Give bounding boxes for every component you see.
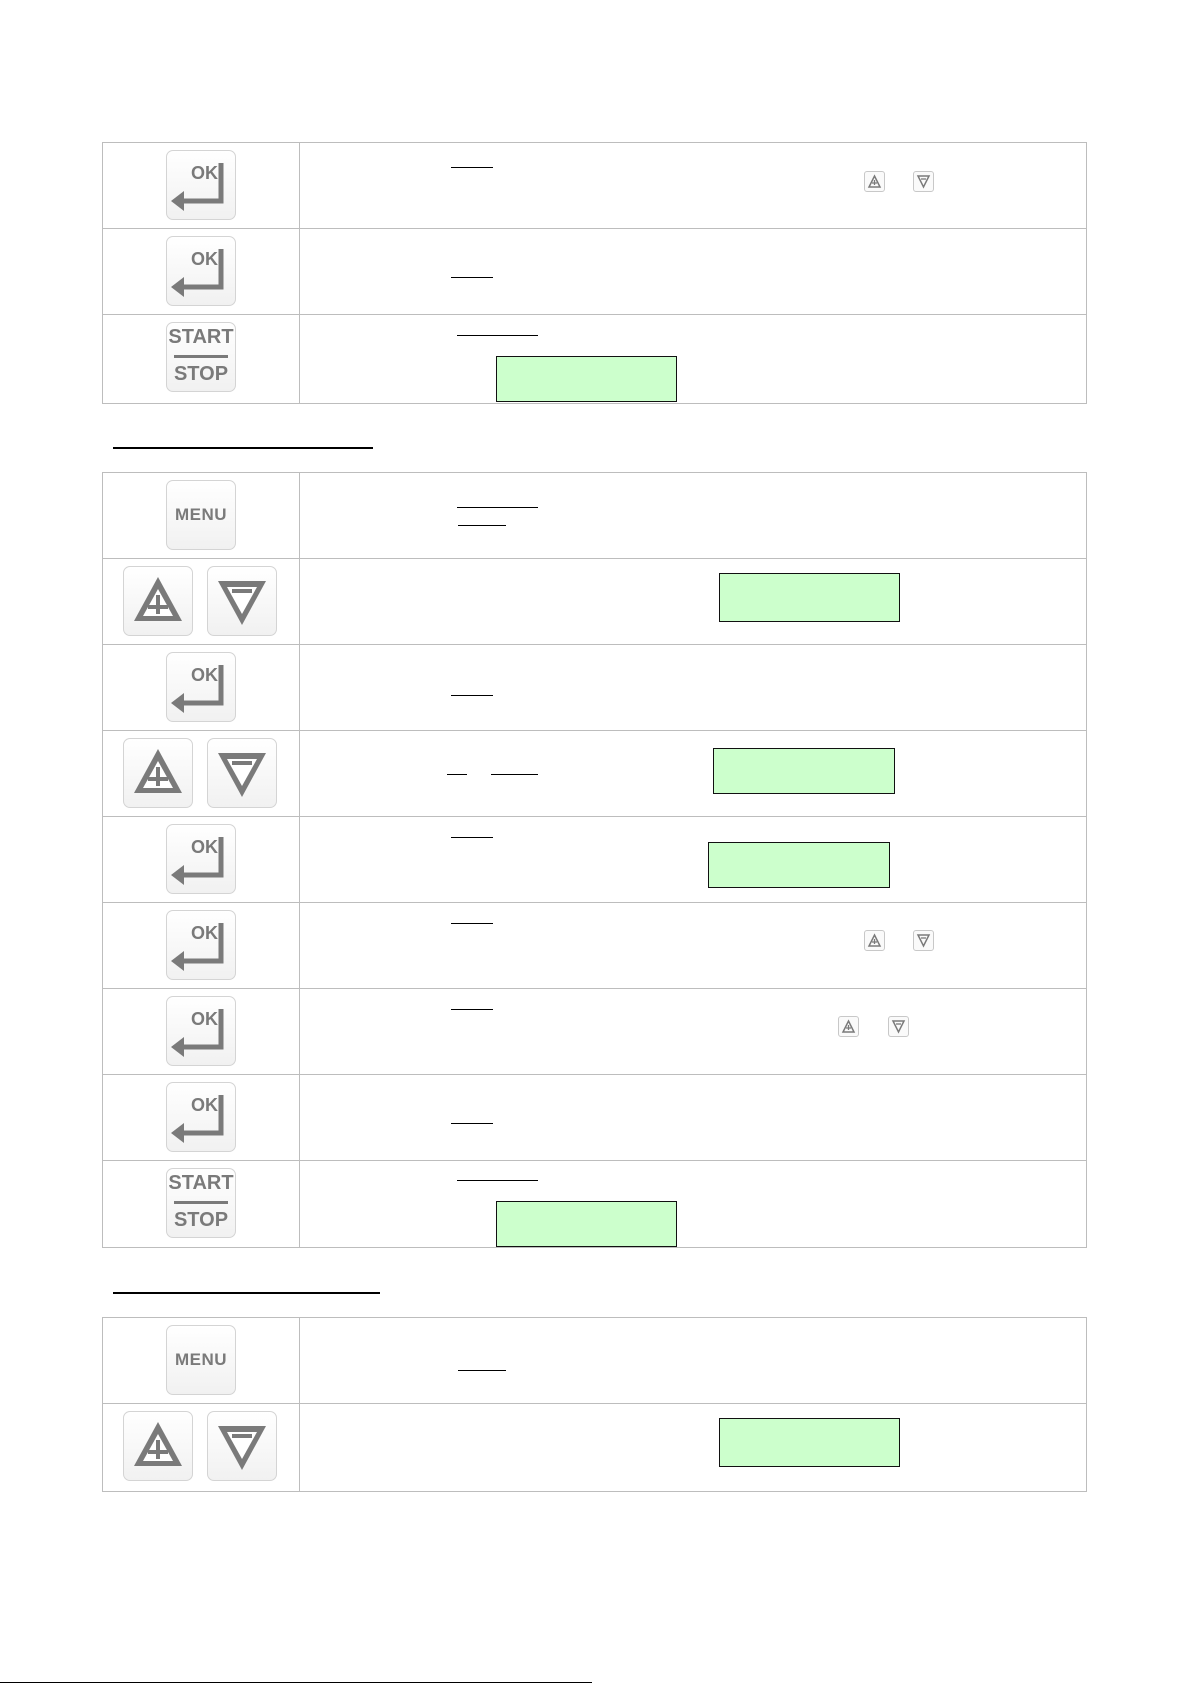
- enter-arrow-icon: [167, 151, 235, 219]
- ok-key-label: OK: [191, 837, 218, 857]
- key-cell: [103, 1318, 300, 1403]
- step-text-cell: [301, 645, 1086, 730]
- menu-key-label: MENU: [174, 1350, 228, 1369]
- down-key: [207, 566, 277, 636]
- ok-key-label: OK: [191, 249, 218, 269]
- ok-key-label: OK: [191, 665, 218, 685]
- key-cell: [103, 143, 300, 228]
- ok-key-label: OK: [191, 923, 218, 943]
- mini-up-icon: [864, 171, 885, 192]
- underlined-keyword: [451, 1009, 493, 1010]
- step-row: [103, 229, 1086, 315]
- enter-arrow-icon: [167, 1083, 235, 1151]
- step-row: [103, 989, 1086, 1075]
- lcd-display: [719, 1418, 900, 1467]
- step-row: [103, 1075, 1086, 1161]
- ok-key-label: OK: [191, 163, 218, 183]
- up-key: [123, 738, 193, 808]
- step-row: [103, 903, 1086, 989]
- start-stop-divider: [174, 355, 228, 358]
- step-row: [103, 1404, 1086, 1491]
- underlined-keyword: [451, 1123, 493, 1124]
- underlined-keyword: [451, 695, 493, 696]
- step-text-cell: [301, 903, 1086, 988]
- step-row: [103, 817, 1086, 903]
- start-stop-key: [166, 1168, 236, 1238]
- start-label: START: [168, 326, 234, 348]
- underlined-keyword: [457, 1180, 538, 1181]
- underlined-keyword: [491, 774, 538, 775]
- underlined-keyword: [451, 167, 493, 168]
- step-text-cell: [301, 1404, 1086, 1491]
- step-text-cell: [301, 143, 1086, 228]
- key-cell: [103, 817, 300, 902]
- steps-table-2: [102, 472, 1087, 1248]
- footer-rule: [0, 1682, 592, 1683]
- step-text-cell: [301, 731, 1086, 816]
- down-minus-arrow-icon: [208, 567, 276, 635]
- step-text-cell: [301, 559, 1086, 644]
- underlined-keyword: [451, 277, 493, 278]
- enter-arrow-icon: [167, 997, 235, 1065]
- ok-key-label: OK: [191, 1095, 218, 1115]
- mini-up-icon: [864, 930, 885, 951]
- lcd-display: [496, 356, 677, 402]
- mini-down-icon: [913, 171, 934, 192]
- section-heading-underline: [113, 447, 373, 449]
- key-cell: [103, 315, 300, 403]
- underlined-keyword: [457, 335, 538, 336]
- ok-key: [166, 236, 236, 306]
- step-row: [103, 559, 1086, 645]
- underlined-keyword: [447, 774, 467, 775]
- key-cell: [103, 1075, 300, 1160]
- ok-key: [166, 824, 236, 894]
- down-key: [207, 1411, 277, 1481]
- ok-key: [166, 1082, 236, 1152]
- ok-key: [166, 652, 236, 722]
- step-text-cell: [301, 1318, 1086, 1403]
- start-label: START: [168, 1172, 234, 1194]
- lcd-display: [708, 842, 890, 888]
- step-row: [103, 315, 1086, 403]
- down-minus-arrow-icon: [208, 1412, 276, 1480]
- section-heading-underline: [113, 1292, 380, 1294]
- step-row: [103, 645, 1086, 731]
- start-stop-key: [166, 322, 236, 392]
- ok-key: [166, 996, 236, 1066]
- mini-down-icon: [888, 1016, 909, 1037]
- step-row: [103, 731, 1086, 817]
- step-row: [103, 1318, 1086, 1404]
- up-plus-arrow-icon: [124, 567, 192, 635]
- enter-arrow-icon: [167, 911, 235, 979]
- underlined-keyword: [458, 525, 506, 526]
- lcd-display: [496, 1201, 677, 1247]
- lcd-display: [713, 748, 895, 794]
- step-row: [103, 1161, 1086, 1247]
- step-text-cell: [301, 473, 1086, 558]
- enter-arrow-icon: [167, 825, 235, 893]
- step-text-cell: [301, 229, 1086, 314]
- mini-down-icon: [913, 930, 934, 951]
- key-cell: [103, 731, 300, 816]
- step-text-cell: [301, 817, 1086, 902]
- stop-label: STOP: [173, 363, 229, 385]
- key-cell: [103, 989, 300, 1074]
- key-cell: [103, 473, 300, 558]
- ok-key: [166, 150, 236, 220]
- key-cell: [103, 559, 300, 644]
- step-text-cell: [301, 1075, 1086, 1160]
- menu-key-label: MENU: [174, 505, 228, 524]
- stop-label: STOP: [173, 1209, 229, 1231]
- up-plus-arrow-icon: [124, 739, 192, 807]
- underlined-keyword: [458, 1370, 506, 1371]
- steps-table-3: [102, 1317, 1087, 1492]
- key-cell: [103, 903, 300, 988]
- lcd-display: [719, 573, 900, 622]
- down-key: [207, 738, 277, 808]
- step-row: [103, 473, 1086, 559]
- underlined-keyword: [451, 923, 493, 924]
- up-key: [123, 566, 193, 636]
- up-key: [123, 1411, 193, 1481]
- underlined-keyword: [451, 837, 493, 838]
- up-plus-arrow-icon: [124, 1412, 192, 1480]
- step-text-cell: [301, 315, 1086, 403]
- step-text-cell: [301, 989, 1086, 1074]
- ok-key-label: OK: [191, 1009, 218, 1029]
- mini-up-icon: [838, 1016, 859, 1037]
- menu-key: [166, 1325, 236, 1395]
- step-row: [103, 143, 1086, 229]
- menu-key: [166, 480, 236, 550]
- enter-arrow-icon: [167, 653, 235, 721]
- start-stop-divider: [174, 1201, 228, 1204]
- key-cell: [103, 645, 300, 730]
- key-cell: [103, 1161, 300, 1247]
- step-text-cell: [301, 1161, 1086, 1247]
- steps-table-1: [102, 142, 1087, 404]
- enter-arrow-icon: [167, 237, 235, 305]
- key-cell: [103, 1404, 300, 1491]
- key-cell: [103, 229, 300, 314]
- down-minus-arrow-icon: [208, 739, 276, 807]
- ok-key: [166, 910, 236, 980]
